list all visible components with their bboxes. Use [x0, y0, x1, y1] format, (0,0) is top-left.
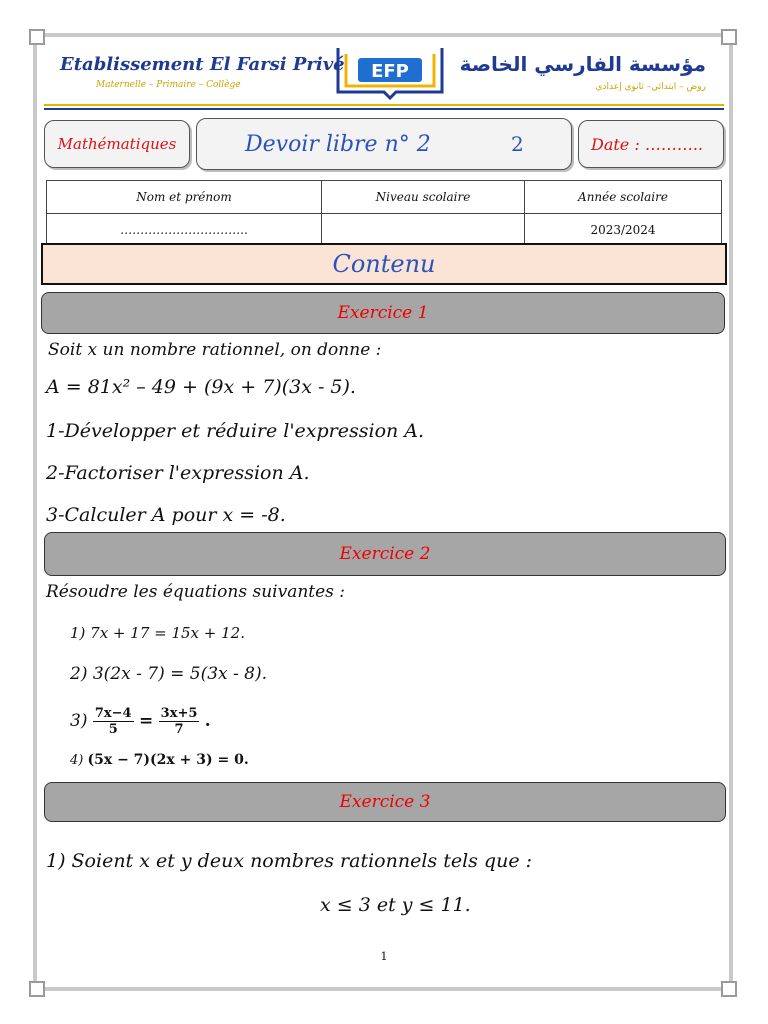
school-levels-fr: Maternelle – Primaire – Collège: [96, 80, 241, 90]
equation-4: [70, 752, 249, 768]
exercise3-intro: 1) Soient x et y deux nombres rationnels tels que :: [46, 850, 533, 872]
title-box: [196, 118, 572, 170]
frame-corner: [721, 981, 737, 997]
exercise2-title: Exercice 2: [44, 532, 726, 576]
equation-1: 1) 7x + 17 = 15x + 12.: [70, 624, 245, 642]
equation-3-label: 3): [70, 711, 88, 731]
equation-4-label: 4): [70, 753, 84, 768]
contenu-heading: Contenu: [41, 243, 727, 285]
header-divider: [44, 108, 724, 110]
header-year: Année scolaire: [525, 181, 722, 214]
equation-3-left-fraction: [93, 706, 134, 737]
exercise1-question3: 3-Calculer A pour x = -8.: [46, 504, 286, 526]
fraction-denominator: 7: [174, 722, 184, 737]
exercise1-question2: 2-Factoriser l'expression A.: [46, 462, 310, 484]
exercise3-condition: x ≤ 3 et y ≤ 11.: [320, 894, 471, 916]
school-name-fr: Etablissement El Farsi Privé: [60, 54, 345, 75]
exercise1-title: Exercice 1: [41, 292, 725, 334]
header-level: Niveau scolaire: [322, 181, 525, 214]
school-logo: [334, 44, 446, 100]
year-value: 2023/2024: [525, 214, 722, 247]
page-number: 1: [380, 950, 388, 963]
logo-text: EFP: [371, 61, 409, 82]
equation-4-expression: (5x − 7)(2x + 3) = 0.: [87, 752, 249, 768]
name-value: …………………………..: [47, 214, 322, 247]
assignment-title: Devoir libre n° 2: [245, 131, 431, 157]
equation-3: 3) $\frac{7x-4}{5}$ = $\frac{3x+5}{7}$ .: [70, 706, 211, 737]
exercise1-intro: Soit x un nombre rationnel, on donne :: [48, 340, 382, 360]
equation-3-right-fraction: [159, 706, 200, 737]
frame-corner: [29, 29, 45, 45]
equation-2: 2) 3(2x - 7) = 5(3x - 8).: [70, 664, 268, 684]
subject-label: Mathématiques: [44, 120, 190, 168]
exercise3-title: Exercice 3: [44, 782, 726, 822]
school-name-ar: مؤسسة الفارسي الخاصة: [459, 52, 706, 76]
exercise2-intro: Résoudre les équations suivantes :: [46, 582, 346, 602]
assignment-number: 2: [511, 132, 524, 156]
header-divider: [44, 104, 724, 106]
fraction-denominator: 5: [108, 722, 118, 737]
level-value: [322, 214, 525, 247]
date-field: Date : ………..: [578, 120, 724, 168]
fraction-numerator: 7x−4: [94, 706, 132, 721]
exercise1-question1: 1-Développer et réduire l'expression A.: [46, 420, 425, 442]
exercise1-expression: A = 81x² – 49 + (9x + 7)(3x - 5).: [46, 376, 356, 398]
frame-corner: [721, 29, 737, 45]
school-levels-ar: روض – ابتدائي– ثانوي إعدادي: [595, 82, 706, 92]
frame-corner: [29, 981, 45, 997]
student-info-table: [46, 180, 722, 247]
header-name: Nom et prénom: [47, 181, 322, 214]
fraction-numerator: 3x+5: [160, 706, 198, 721]
